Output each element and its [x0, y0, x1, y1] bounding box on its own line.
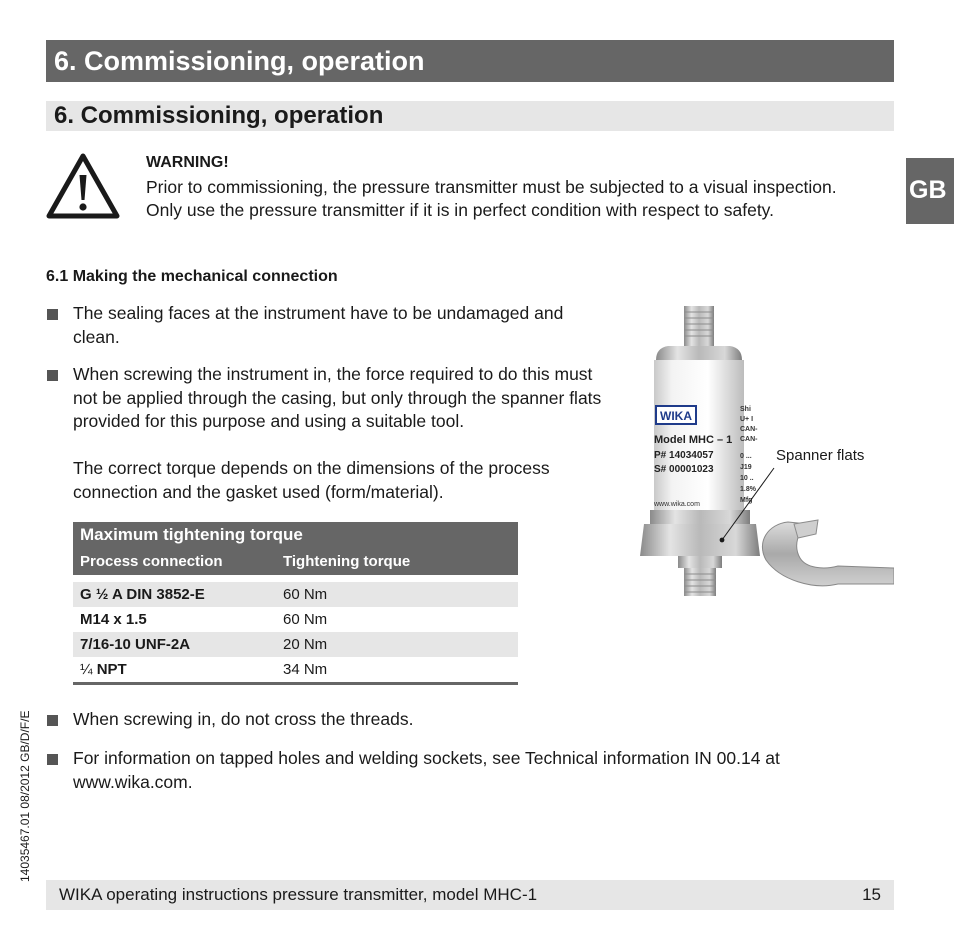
warning-line: Only use the pressure transmitter if it is in perfect condition with respect to safety.: [146, 200, 775, 220]
chapter-title: 6. Commissioning, operation: [54, 46, 425, 76]
text-line: connection and the gasket used (form/material).: [73, 481, 444, 502]
language-tab: [906, 158, 954, 224]
section-header: [46, 101, 894, 131]
chapter-header: [46, 40, 894, 82]
label-side-text: U+ I: [740, 416, 754, 423]
table-column-header: Tightening torque: [283, 553, 411, 570]
paragraph-text: [73, 457, 613, 504]
label-side-text: J19: [740, 464, 752, 471]
process-connection-cell: G ½ A DIN 3852-E: [80, 586, 205, 603]
label-side-text: Mfg: [740, 497, 753, 504]
process-connection-cell: M14 x 1.5: [80, 611, 147, 628]
table-row: [73, 632, 518, 657]
label-side-text: CAN-: [740, 426, 758, 433]
table-row: [73, 607, 518, 632]
torque-table: [73, 522, 518, 685]
torque-cell: 60 Nm: [283, 611, 328, 628]
text-line: For information on tapped holes and welding sockets, see Technical information IN 00.14 at: [73, 748, 780, 768]
bullet-text: [73, 363, 601, 434]
label-side-text: CAN-: [740, 436, 758, 443]
footer-bar: [46, 880, 894, 910]
text-line: provided for this purpose and using a suitable tool.: [73, 411, 465, 431]
torque-cell: 60 Nm: [283, 586, 328, 603]
warning-triangle-icon: [46, 153, 120, 219]
table-bottom-rule: [73, 682, 518, 685]
torque-cell: 34 Nm: [283, 661, 328, 678]
process-connection-cell: [80, 661, 127, 678]
spanner-flats-callout: Spanner flats: [776, 447, 865, 464]
text-line: not be applied through the casing, but only through the spanner flats: [73, 387, 602, 408]
warning-text: [146, 176, 896, 222]
label-brand: WIKA: [660, 409, 692, 423]
table-column-header: Process connection: [80, 553, 223, 570]
label-side-text: 10 ..: [740, 475, 754, 482]
table-title: Maximum tightening torque: [80, 525, 303, 544]
bullet-square-icon: [47, 715, 58, 726]
page-number: 15: [862, 885, 881, 904]
text-line: When screwing the instrument in, the force required to do this must: [73, 364, 593, 384]
table-row: [73, 582, 518, 607]
label-side-text: 1.8%: [740, 486, 756, 493]
process-connection-cell: 7/16-10 UNF-2A: [80, 636, 191, 653]
table-header: [73, 522, 518, 575]
text-line: www.wika.com.: [73, 771, 193, 792]
table-row: [73, 657, 518, 682]
text-line: The sealing faces at the instrument have to be undamaged and: [73, 303, 564, 323]
fraction-text: ¼: [80, 661, 93, 678]
bullet-square-icon: [47, 370, 58, 381]
label-sn: S# 00001023: [654, 464, 714, 475]
label-web: www.wika.com: [654, 501, 700, 508]
label-side-text: Shi: [740, 406, 751, 413]
label-side-text: 0 ...: [740, 453, 752, 460]
text-line: clean.: [73, 326, 120, 347]
bullet-text: [73, 747, 780, 794]
text-line: The correct torque depends on the dimensions of the process: [73, 458, 550, 478]
bullet-square-icon: [47, 309, 58, 320]
connection-text: NPT: [96, 661, 127, 678]
warning-line: Prior to commissioning, the pressure transmitter must be subjected to a visual inspection.: [146, 177, 837, 197]
subsection-title: 6.1 Making the mechanical connection: [46, 268, 338, 285]
footer-text: WIKA operating instructions pressure transmitter, model MHC-1: [59, 885, 538, 904]
bullet-square-icon: [47, 754, 58, 765]
label-pn: P# 14034057: [654, 450, 714, 461]
label-model: Model MHC – 1: [654, 434, 733, 446]
document-code: 14035467.01 08/2012 GB/D/F/E: [18, 710, 32, 882]
bullet-text: When screwing in, do not cross the threads.: [73, 709, 414, 729]
torque-cell: 20 Nm: [283, 636, 328, 653]
language-tab-label: GB: [909, 176, 947, 204]
bullet-text: [73, 302, 563, 349]
warning-title: WARNING!: [146, 154, 229, 171]
section-title: 6. Commissioning, operation: [54, 102, 384, 129]
